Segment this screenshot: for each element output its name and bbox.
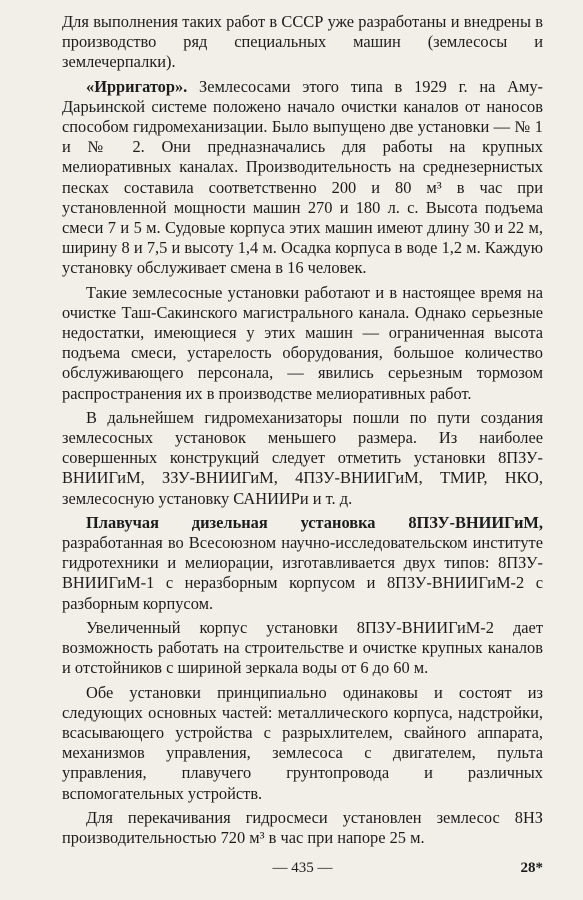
paragraph-6 — [62, 618, 543, 679]
paragraph-text: В дальнейшем гидромеханизаторы пошли по пути создания землесосных установок меньшего размера. Из наиболее совершенных конструкций следует отметить установки 8ПЗУ-ВНИИГиМ, ЗЗУ-ВНИИГиМ, 4ПЗУ-ВНИИГиМ, ТМИР, НКО, землесосную установку САНИИРи и т. д. — [62, 407, 543, 508]
paragraph-3 — [62, 283, 543, 404]
paragraph-8 — [62, 808, 543, 848]
paragraph-2 — [62, 77, 543, 279]
paragraph-text: Обе установки принципиально одинаковы и состоят из следующих основных частей: металлического корпуса, надстройки, всасывающего устройства с разрыхлителем, свайного аппарата, механизмов управления, землесоса с двигателем, пульта управления, плавучего грунтопровода и различных вспомогательных устройств. — [62, 682, 543, 803]
body-text — [62, 12, 543, 848]
paragraph-text: Такие землесосные установки работают и в настоящее время на очистке Таш-Сакинского магистрального канала. Однако серьезные недостатки, имеющиеся у этих машин — ограниченная высота подъема смеси, устарелость оборудования, большое количество обслуживающего персонала, — явились серьезным тормозом распространения их в производстве мелиоративных работ. — [62, 282, 543, 403]
paragraph-text: Для выполнения таких работ в СССР уже разработаны и внедрены в производство ряд специальных машин (землесосы и землечерпалки). — [62, 12, 543, 72]
paragraph-lead: Плавучая дизельная установка 8ПЗУ-ВНИИГиМ, — [86, 512, 543, 532]
signature-mark: 28* — [520, 860, 543, 876]
paragraph-7 — [62, 683, 543, 804]
paragraph-5 — [62, 513, 543, 614]
paragraph-text: разработанная во Всесоюзном научно-исследовательском институте гидротехники и мелиорации, изготавливается двух типов: 8ПЗУ-ВНИИГиМ-1 с неразборным корпусом и 8ПЗУ-ВНИИГиМ-2 с разборным корпусом. — [62, 533, 543, 613]
page-number: — 435 — — [272, 860, 333, 876]
paragraph-1 — [62, 12, 543, 73]
page-footer — [62, 860, 543, 882]
paragraph-lead: «Ирригатор». — [86, 76, 188, 96]
paragraph-4 — [62, 408, 543, 509]
paragraph-text: Увеличенный корпус установки 8ПЗУ-ВНИИГиМ-2 дает возможность работать на строительстве и очистке крупных каналов и отстойников с шириной зеркала воды от 6 до 60 м. — [62, 617, 543, 678]
paragraph-text: Для перекачивания гидросмеси установлен землесос 8НЗ производительностью 720 м³ в час при напоре 25 м. — [62, 807, 543, 847]
paragraph-text: Землесосами этого типа в 1929 г. на Аму-Дарьинской системе положено начало очистки каналов от наносов способом гидромеханизации. Было выпущено две установки — № 1 и № 2. Они предназначались для работы на крупных мелиоративных каналах. Производительность на среднезернистых песках составила соответственно 200 и 80 м³ в час при установленной мощности машин 270 и 180 л. с. Высота подъема смеси 7 и 5 м. Судовые корпуса этих машин имеют длину 30 и 22 м, ширину 8 и 7,5 и высоту 1,4 м. Осадка корпуса в воде 1,2 м. Каждую установку обслуживает смена в 16 человек. — [62, 76, 543, 278]
